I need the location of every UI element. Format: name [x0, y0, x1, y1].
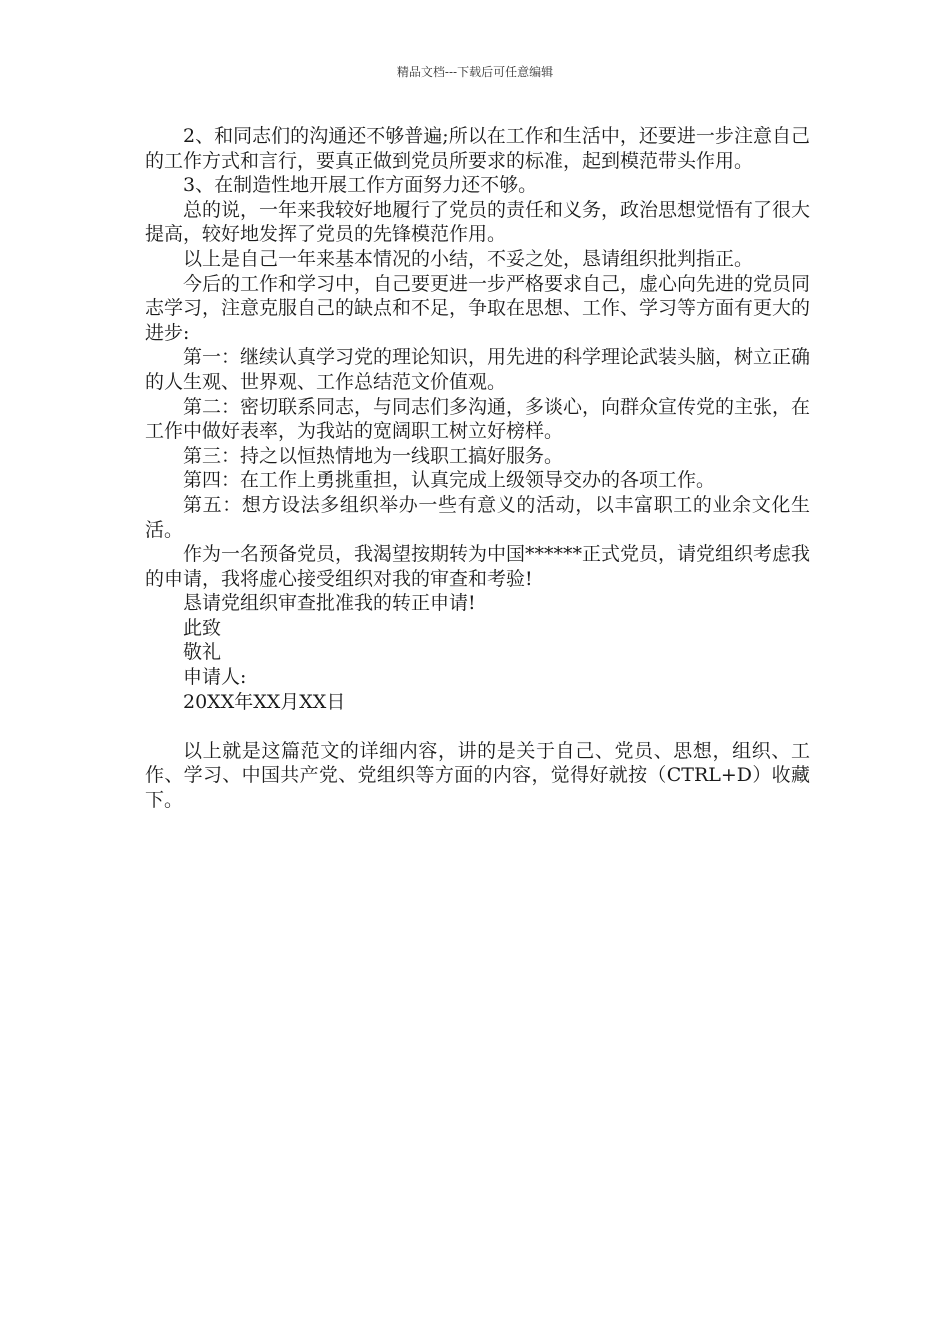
paragraph: 第一：继续认真学习党的理论知识，用先进的科学理论武装头脑，树立正确的人生观、世界观、工作总结范文价值观。: [145, 346, 811, 393]
paragraph: 恳请党组织审查批准我的转正申请!: [183, 592, 476, 615]
paragraph: 今后的工作和学习中，自己要更进一步严格要求自己，虚心向先进的党员同志学习，注意克服自己的缺点和不足，争取在思想、工作、学习等方面有更大的进步:: [145, 272, 811, 344]
paragraph: 第四：在工作上勇挑重担，认真完成上级领导交办的各项工作。: [183, 469, 716, 492]
page-header: 精品文档---下载后可任意编辑: [396, 65, 554, 79]
paragraph: 第三：持之以恒热情地为一线职工搞好服务。: [183, 444, 564, 467]
date-line: 20XX年XX月XX日: [183, 690, 346, 713]
paragraph: 第五：想方设法多组织举办一些有意义的活动，以丰富职工的业余文化生活。: [145, 493, 810, 541]
paragraph: 2、和同志们的沟通还不够普遍;所以在工作和生活中，还要进一步注意自己的工作方式和言行，要真正做到党员所要求的标准，起到模范带头作用。: [145, 125, 810, 172]
blank-line: [145, 714, 810, 739]
paragraph: 作为一名预备党员，我渴望按期转为中国******正式党员，请党组织考虑我的申请，我将虚心接受组织对我的审查和考验!: [145, 543, 811, 590]
paragraph: 3、在制造性地开展工作方面努力还不够。: [183, 174, 538, 197]
applicant-label: 申请人:: [183, 666, 247, 689]
paragraph: 总的说，一年来我较好地履行了党员的责任和义务，政治思想觉悟有了很大提高，较好地发挥了党员的先锋模范作用。: [145, 198, 811, 246]
salutation: 敬礼: [183, 641, 222, 664]
paragraph: 以上是自己一年来基本情况的小结，不妥之处，恳请组织批判指正。: [183, 247, 754, 270]
paragraph: 第二：密切联系同志，与同志们多沟通，多谈心，向群众宣传党的主张，在工作中做好表率，为我站的宽阔职工树立好榜样。: [145, 395, 811, 443]
closing-paragraph: 以上就是这篇范文的详细内容，讲的是关于自己、党员、思想，组织、工作、学习、中国共产党、党组织等方面的内容，觉得好就按（CTRL+D）收藏下。: [145, 739, 810, 812]
document-body: [145, 124, 810, 813]
salutation: 此致: [183, 616, 222, 639]
